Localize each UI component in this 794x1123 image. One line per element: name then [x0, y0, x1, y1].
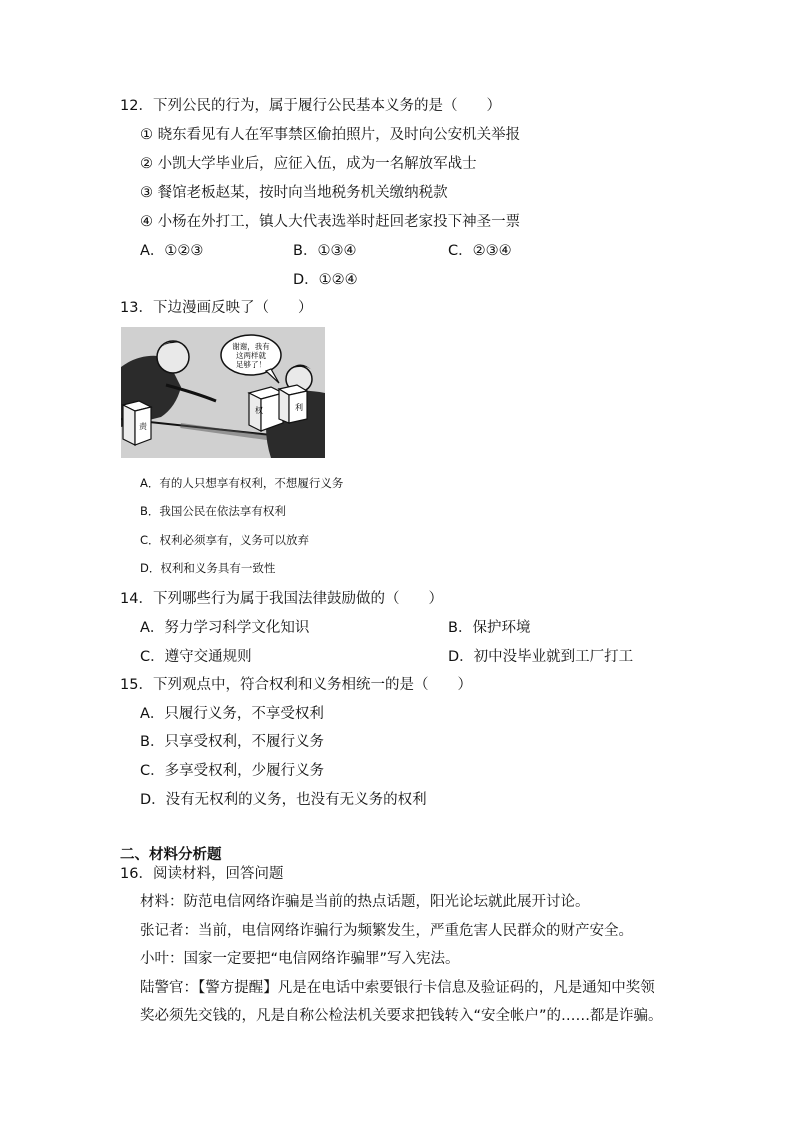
- q15-option-a: A．只履行义务，不享受权利: [140, 706, 324, 722]
- q14-stem: 14．下列哪些行为属于我国法律鼓励做的（ ）: [120, 591, 443, 607]
- box-ze-label: 责: [139, 422, 147, 431]
- q15-option-d: D．没有无权利的义务，也没有无义务的权利: [140, 792, 427, 808]
- box-quan-label: 权: [255, 406, 263, 415]
- q12-item-4: ④ 小杨在外打工，镇人大代表选举时赶回老家投下神圣一票: [140, 214, 521, 230]
- q14-option-d: D．初中没毕业就到工厂打工: [448, 649, 634, 665]
- bubble-line-2: 这两样就: [236, 351, 266, 360]
- q12-option-a: A．①②③: [140, 243, 204, 259]
- box-li-label: 利: [295, 403, 303, 412]
- q12-option-d: D．①②④: [293, 272, 358, 288]
- bubble-line-3: 足够了！: [236, 360, 266, 369]
- material-line-4: 陆警官：【警方提醒】凡是在电话中索要银行卡信息及验证码的，凡是通知中奖领: [140, 980, 655, 996]
- material-line-5: 奖必须先交钱的，凡是自称公检法机关要求把钱转入“安全帐户”的……都是诈骗。: [140, 1008, 663, 1024]
- q13-option-a: A．有的人只想享有权利，不想履行义务: [140, 476, 344, 490]
- material-line-1: 材料：防范电信网络诈骗是当前的热点话题，阳光论坛就此展开讨论。: [140, 894, 590, 910]
- bubble-line-1: 谢谢，我有: [232, 342, 270, 351]
- q13-option-b: B．我国公民在依法享有权利: [140, 504, 286, 518]
- q16-stem: 16．阅读材料，回答问题: [120, 866, 284, 882]
- q12-stem: 12．下列公民的行为，属于履行公民基本义务的是（ ）: [120, 98, 501, 114]
- q14-option-c: C．遵守交通规则: [140, 649, 252, 665]
- q13-stem: 13．下边漫画反映了（ ）: [120, 300, 313, 316]
- q12-item-1: ① 晓东看见有人在军事禁区偷拍照片，及时向公安机关举报: [140, 127, 521, 143]
- q12-item-2: ② 小凯大学毕业后，应征入伍，成为一名解放军战士: [140, 156, 477, 172]
- q13-option-c: C．权利必须享有，义务可以放弃: [140, 533, 310, 547]
- section-heading: 二、材料分析题: [120, 847, 222, 863]
- q12-option-c: C．②③④: [448, 243, 512, 259]
- material-line-3: 小叶：国家一定要把“电信网络诈骗罪”写入宪法。: [140, 951, 460, 967]
- q15-option-b: B．只享受权利，不履行义务: [140, 734, 324, 750]
- q14-option-a: A．努力学习科学文化知识: [140, 620, 310, 636]
- q13-option-d: D．权利和义务具有一致性: [140, 561, 276, 575]
- q12-item-3: ③ 餐馆老板赵某，按时向当地税务机关缴纳税款: [140, 185, 448, 201]
- q15-option-c: C．多享受权利，少履行义务: [140, 763, 325, 779]
- q15-stem: 15．下列观点中，符合权利和义务相统一的是（ ）: [120, 677, 472, 693]
- cartoon-image: [121, 327, 325, 458]
- material-line-2: 张记者：当前，电信网络诈骗行为频繁发生，严重危害人民群众的财产安全。: [140, 923, 633, 939]
- q14-option-b: B．保护环境: [448, 620, 531, 636]
- q12-option-b: B．①③④: [293, 243, 357, 259]
